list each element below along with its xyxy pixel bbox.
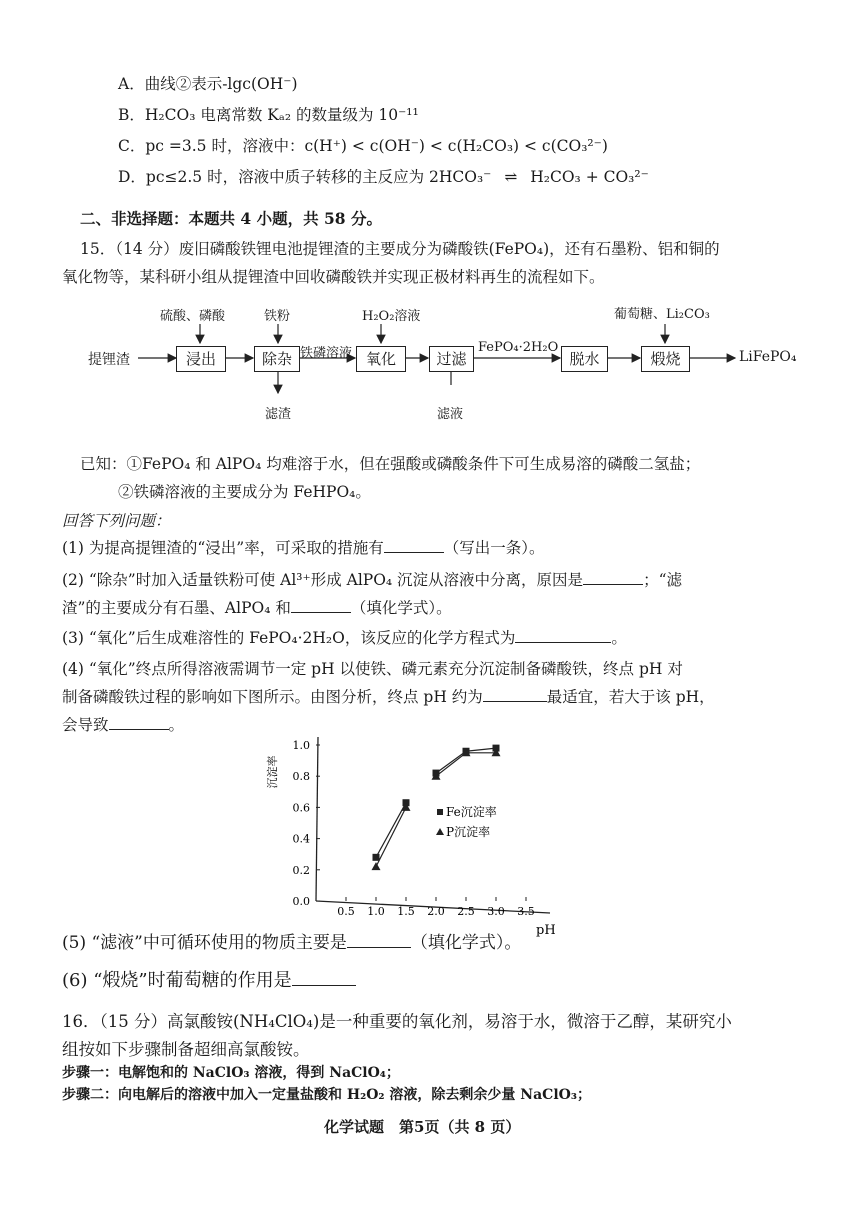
- answer-blank-2b[interactable]: [291, 597, 351, 614]
- y-tick-label: 0.0: [292, 895, 310, 908]
- subq-5-text: (5) “滤液”中可循环使用的物质主要是: [62, 933, 347, 953]
- chart-legend: [436, 804, 497, 839]
- answer-blank-4a[interactable]: [483, 686, 547, 703]
- p-data-point: [372, 862, 381, 870]
- subq-2-text: (2) “除杂”时加入适量铁粉可使 Al³⁺形成 AlPO₄ 沉淀从溶液中分离，原因是: [62, 571, 584, 589]
- flow-reagent-h2o2: H₂O₂溶液: [362, 309, 421, 324]
- flow-reagent-acids: 硫酸、磷酸: [160, 309, 226, 324]
- subq-2-tail: （填化学式）。: [350, 599, 452, 617]
- page-footer: 化学试题 第5页（共 8 页）: [324, 1118, 521, 1136]
- answer-blank-4b[interactable]: [109, 714, 169, 731]
- subq-3: [62, 626, 627, 648]
- subq-2-cont: [62, 596, 452, 618]
- known-line2: ②铁磷溶液的主要成分为 FeHPO₄。: [118, 483, 371, 501]
- flow-box-calcination: 煅烧: [641, 346, 690, 372]
- subq-3-tail: 。: [611, 629, 627, 647]
- precipitation-rate-chart: [240, 728, 570, 940]
- q15-intro-line2: 氧化物等，某科研小组从提锂渣中回收磷酸铁并实现正极材料再生的流程如下。: [62, 268, 605, 286]
- y-tick-label: 1.0: [292, 739, 310, 752]
- known-line1: 已知：①FePO₄ 和 AlPO₄ 均难溶于水，但在强酸或磷酸条件下可生成易溶的磷酸二氢盐；: [80, 455, 701, 473]
- series-line-segment: [436, 753, 466, 776]
- x-tick-label: 1.0: [367, 905, 385, 918]
- equilibrium-arrow: ⇌: [504, 168, 518, 186]
- flow-box-impurity-removal: 除杂: [254, 346, 300, 372]
- flow-reagent-iron: 铁粉: [264, 309, 291, 324]
- subq-1-tail: （写出一条）。: [443, 539, 545, 557]
- option-b: B．H₂CO₃ 电离常数 Kₐ₂ 的数量级为 10⁻¹¹: [118, 106, 419, 124]
- q16-step2: 步骤二：向电解后的溶液中加入一定量盐酸和 H₂O₂ 溶液，除去剩余少量 NaClO₃；: [62, 1087, 591, 1103]
- flow-intermediate-solution: 铁磷溶液: [300, 346, 353, 361]
- option-d-post: H₂CO₃ + CO₃²⁻: [530, 168, 649, 186]
- legend-triangle-icon: [436, 828, 444, 835]
- series-line-segment: [466, 748, 496, 751]
- chart-x-axis-label: pH: [536, 923, 556, 938]
- option-d-pre: D．pc≤2.5 时，溶液中质子转移的主反应为 2HCO₃⁻: [118, 168, 492, 186]
- x-tick-label: 3.0: [487, 905, 505, 918]
- subq-4-mid: 最适宜，若大于该 pH，: [546, 688, 715, 706]
- subq-4-text: 制备磷酸铁过程的影响如下图所示。由图分析，终点 pH 约为: [62, 688, 483, 706]
- answer-blank-1[interactable]: [384, 537, 444, 554]
- fe-data-point: [373, 854, 380, 861]
- q15-intro-line1: 15．（14 分）废旧磷酸铁锂电池提锂渣的主要成分为磷酸铁(FePO₄)，还有石墨粉、铝和铜的: [80, 240, 720, 258]
- x-tick-label: 2.0: [427, 905, 445, 918]
- subq-1-text: (1) 为提高提锂渣的“浸出”率，可采取的措施有: [62, 539, 384, 557]
- answer-prompt: 回答下列问题：: [62, 512, 171, 530]
- subq-4-tail: 。: [168, 716, 185, 734]
- subq-4-cont: [62, 685, 715, 707]
- flow-box-dehydration: 脱水: [561, 346, 608, 372]
- y-tick-label: 0.8: [292, 770, 310, 784]
- x-tick-label: 2.5: [457, 905, 475, 918]
- flow-box-leaching: 浸出: [176, 346, 226, 372]
- legend-entry-label: P沉淀率: [446, 825, 491, 839]
- y-tick-label: 0.4: [292, 832, 310, 846]
- x-tick-label: 1.5: [397, 905, 415, 918]
- x-tick-label: 3.5: [517, 905, 535, 918]
- subq-1: [62, 536, 545, 558]
- flow-residue-label: 滤渣: [265, 407, 292, 422]
- answer-blank-6[interactable]: [292, 967, 356, 986]
- subq-2-mid: ；“滤: [643, 571, 682, 589]
- chart-y-axis-label: 沉淀率: [266, 755, 279, 789]
- flow-filtrate-label: 滤液: [437, 407, 464, 422]
- y-tick-label: 0.6: [292, 801, 310, 815]
- q16-step1: 步骤一：电解饱和的 NaClO₃ 溶液，得到 NaClO₄；: [62, 1065, 400, 1081]
- flow-box-filtration: 过滤: [429, 346, 474, 372]
- subq-4-text2: 会导致: [62, 716, 109, 734]
- y-tick-label: 0.2: [292, 863, 310, 877]
- subq-6: [62, 966, 356, 992]
- flow-box-oxidation: 氧化: [356, 346, 406, 372]
- flow-start-label: 提锂渣: [88, 352, 130, 368]
- subq-2-text2: 渣”的主要成分有石墨、AlPO₄ 和: [62, 599, 291, 617]
- chart-y-axis: [316, 737, 318, 901]
- subq-5-tail: （填化学式）。: [410, 933, 522, 953]
- option-a: A．曲线②表示-lgc(OH⁻): [118, 75, 298, 93]
- answer-blank-5[interactable]: [347, 930, 411, 948]
- series-line-segment: [436, 751, 466, 773]
- flow-reagent-glucose: 葡萄糖、Li₂CO₃: [614, 307, 710, 322]
- answer-blank-3[interactable]: [515, 627, 611, 644]
- q16-intro-line2: 组按如下步骤制备超细高氯酸铵。: [62, 1040, 310, 1059]
- subq-5: [62, 928, 521, 953]
- chart-ticks: [293, 739, 535, 918]
- chart-axes: [316, 737, 550, 913]
- series-line-segment: [376, 803, 406, 858]
- flow-intermediate-fepo4: FePO₄·2H₂O: [478, 340, 559, 355]
- subq-4: (4) “氧化”终点所得溶液需调节一定 pH 以使铁、磷元素充分沉淀制备磷酸铁，终点 pH 对: [62, 660, 683, 678]
- subq-2: [62, 568, 682, 590]
- option-c: C．pc =3.5 时，溶液中：c(H⁺) < c(OH⁻) < c(H₂CO₃) < c(CO₃²⁻): [118, 137, 608, 155]
- section-title: 二、非选择题：本题共 4 小题，共 58 分。: [80, 209, 382, 228]
- subq-3-text: (3) “氧化”后生成难溶性的 FePO₄·2H₂O，该反应的化学方程式为: [62, 629, 516, 647]
- series-line-segment: [376, 807, 406, 866]
- flow-product-label: LiFePO₄: [739, 349, 797, 365]
- q16-intro-line1: 16．（15 分）高氯酸铵(NH₄ClO₄)是一种重要的氧化剂，易溶于水，微溶于乙醇，某研究小: [62, 1012, 732, 1031]
- legend-square-icon: [437, 809, 443, 815]
- x-tick-label: 0.5: [337, 905, 355, 918]
- answer-blank-2a[interactable]: [583, 569, 643, 586]
- subq-6-text: (6) “煅烧”时葡萄糖的作用是: [62, 970, 292, 991]
- subq-4-cont2: [62, 713, 184, 735]
- legend-entry-label: Fe沉淀率: [446, 805, 497, 819]
